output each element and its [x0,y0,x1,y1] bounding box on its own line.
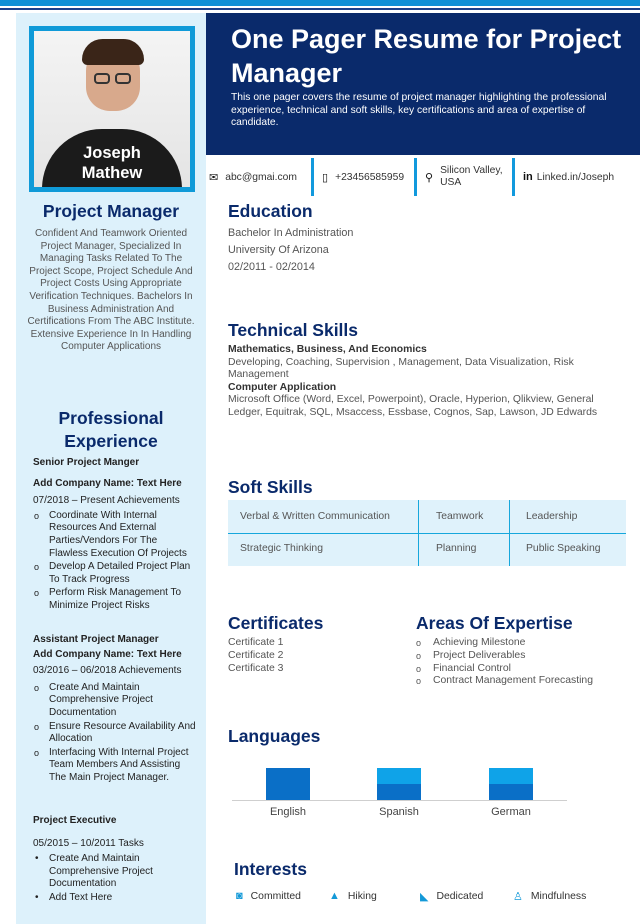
signal-icon: ◣ [420,891,429,903]
experience-title [16,407,206,453]
location-line2: USA [440,177,462,188]
meditation-icon: ♙ [513,891,523,903]
language-bar-spanish-segment-1 [377,784,421,800]
contact-linkedin [523,158,614,196]
certificate-item: Certificate 3 [228,662,284,674]
experience-title-line2: Experience [64,431,158,451]
list-item: o Interfacing With Internal Project Team Members And Assisting The Main Project Manager. [33,747,198,785]
soft-skills-title: Soft Skills [228,477,313,497]
language-label-english: English [269,806,307,818]
education-details [228,225,353,276]
expertise-item: o Project Deliverables [416,650,631,663]
profile-photo [29,26,195,192]
interest-hiking [329,890,377,902]
email-value: abc@gmai.com [225,171,297,183]
soft-skills-row-divider [228,533,626,534]
list-item: o Ensure Resource Availability And Allocation [33,721,198,746]
contact-phone [322,158,404,196]
soft-skill-cell: Strategic Thinking [240,543,323,554]
technical-details [228,344,613,420]
languages-axis [232,800,567,801]
page-title: One Pager Resume for Project Manager [231,24,622,88]
interest-label: Mindfulness [530,891,587,902]
experience-job-3 [33,815,198,906]
contact-divider [414,158,417,196]
interest-mindfulness [513,890,586,903]
job-dates: 07/2018 – Present Achievements [33,495,180,507]
language-bar-german-segment-2 [489,768,533,784]
envelope-icon: ✉ [209,171,219,184]
target-icon: ◙ [236,890,243,902]
technical-group-text: Developing, Coaching, Supervision , Management, Data Visualization, Risk Management [228,356,574,381]
language-label-spanish: Spanish [379,806,419,818]
language-bar-spanish-segment-2 [377,768,421,784]
contact-divider [512,158,515,196]
contact-location [425,158,503,196]
photo-glasses-right [115,73,131,84]
certificates-title: Certificates [228,613,324,633]
soft-skill-cell: Planning [436,543,477,554]
profile-summary: Confident And Teamwork Oriented Project Manager, Specialized In Managing Tasks Related To The Project Scope, Project Schedule And Project Costs Using Appropriate Verification Techniques. Bachelors In Business Administration And Certifications From The ABC Institute. Extensive Experience In In Handling Computer Applications [27,228,195,353]
profile-name [34,143,190,183]
profile-name-last: Mathew [81,164,143,182]
job-dates: 03/2016 – 06/2018 Achievements [33,665,182,677]
photo-glasses-left [94,73,110,84]
top-stripe-thin [0,8,640,10]
interest-label: Dedicated [436,891,484,902]
list-item: o Create And Maintain Comprehensive Project Documentation [33,682,198,720]
job-role: Assistant Project Manager [33,634,159,645]
job-role: Senior Project Manger [33,457,140,468]
job-role: Project Executive [33,815,117,826]
job-achievements [33,510,198,613]
expertise-list [416,637,631,688]
contact-divider [311,158,314,196]
soft-skill-cell: Public Speaking [526,543,601,554]
soft-skill-cell: Leadership [526,511,578,522]
linkedin-icon: in [523,171,533,183]
phone-value: +23456585959 [335,171,405,183]
certificate-item: Certificate 1 [228,637,284,648]
expertise-item: o Financial Control [416,663,631,676]
job-achievements [33,682,198,785]
photo-hair [82,39,144,65]
phone-icon: ▯ [322,171,329,184]
education-degree: Bachelor In Administration [228,227,354,239]
education-dates: 02/2011 - 02/2014 [228,261,315,273]
expertise-item: o Achieving Milestone [416,637,631,650]
experience-title-line1: Professional [58,408,164,428]
page-description: This one pager covers the resume of project manager highlighting the professional experience, technical and soft skills, key certifications and area of expertise of candidate. [231,92,607,128]
soft-skills-col-divider [418,500,419,566]
job-tasks [33,853,198,904]
technical-title: Technical Skills [228,320,359,340]
contact-email [209,158,297,196]
expertise-title: Areas Of Expertise [416,613,573,633]
languages-title: Languages [228,726,321,746]
list-item: o Perform Risk Management To Minimize Project Risks [33,587,198,612]
job-dates: 05/2015 – 10/2011 Tasks [33,837,144,849]
soft-skill-cell: Teamwork [436,511,484,522]
expertise-item: o Contract Management Forecasting [416,675,631,688]
certificates-list [228,637,283,675]
list-item: o Develop A Detailed Project Plan To Track Progress [33,561,198,586]
job-company: Add Company Name: Text Here [33,477,182,489]
interest-label: Committed [250,890,301,902]
technical-group-title: Computer Application [228,381,337,393]
location-value [440,165,503,189]
mountain-icon: ▲ [329,890,340,902]
location-line1: Silicon Valley, [440,165,503,176]
interest-label: Hiking [347,890,377,902]
language-bar-english-segment-1 [266,768,310,800]
language-label-german: German [491,806,531,818]
top-stripe [0,0,640,6]
experience-job-2 [33,634,198,786]
list-item: o Coordinate With Internal Resources And External Parties/Vendors For The Flawless Execution Of Projects [33,510,198,560]
linkedin-value: Linked.in/Joseph [536,171,615,183]
job-company: Add Company Name: Text Here [33,648,182,660]
soft-skill-cell: Verbal & Written Communication [240,511,390,522]
interest-dedicated [420,890,483,903]
technical-group-text: Microsoft Office (Word, Excel, Powerpoint), Oracle, Hyperion, Qlikview, General Ledger, Equitrak, SQL, Msaccess, Essbase, Cognos, Sap, Lawson, JD Edwards [228,394,598,418]
list-item: • Create And Maintain Comprehensive Project Documentation [33,853,198,891]
soft-skills-col-divider [509,500,510,566]
location-pin-icon: ⚲ [425,171,434,184]
interest-committed [236,890,301,902]
interests-title: Interests [234,859,307,879]
experience-job-1 [33,457,198,614]
language-bar-german-segment-1 [489,784,533,800]
education-title: Education [228,201,313,221]
education-school: University Of Arizona [228,244,329,256]
technical-group-title: Mathematics, Business, And Economics [228,344,427,355]
profile-name-first: Joseph [83,144,141,162]
list-item: • Add Text Here [33,892,198,905]
certificate-item: Certificate 2 [228,649,284,661]
profile-role: Project Manager [42,201,180,221]
